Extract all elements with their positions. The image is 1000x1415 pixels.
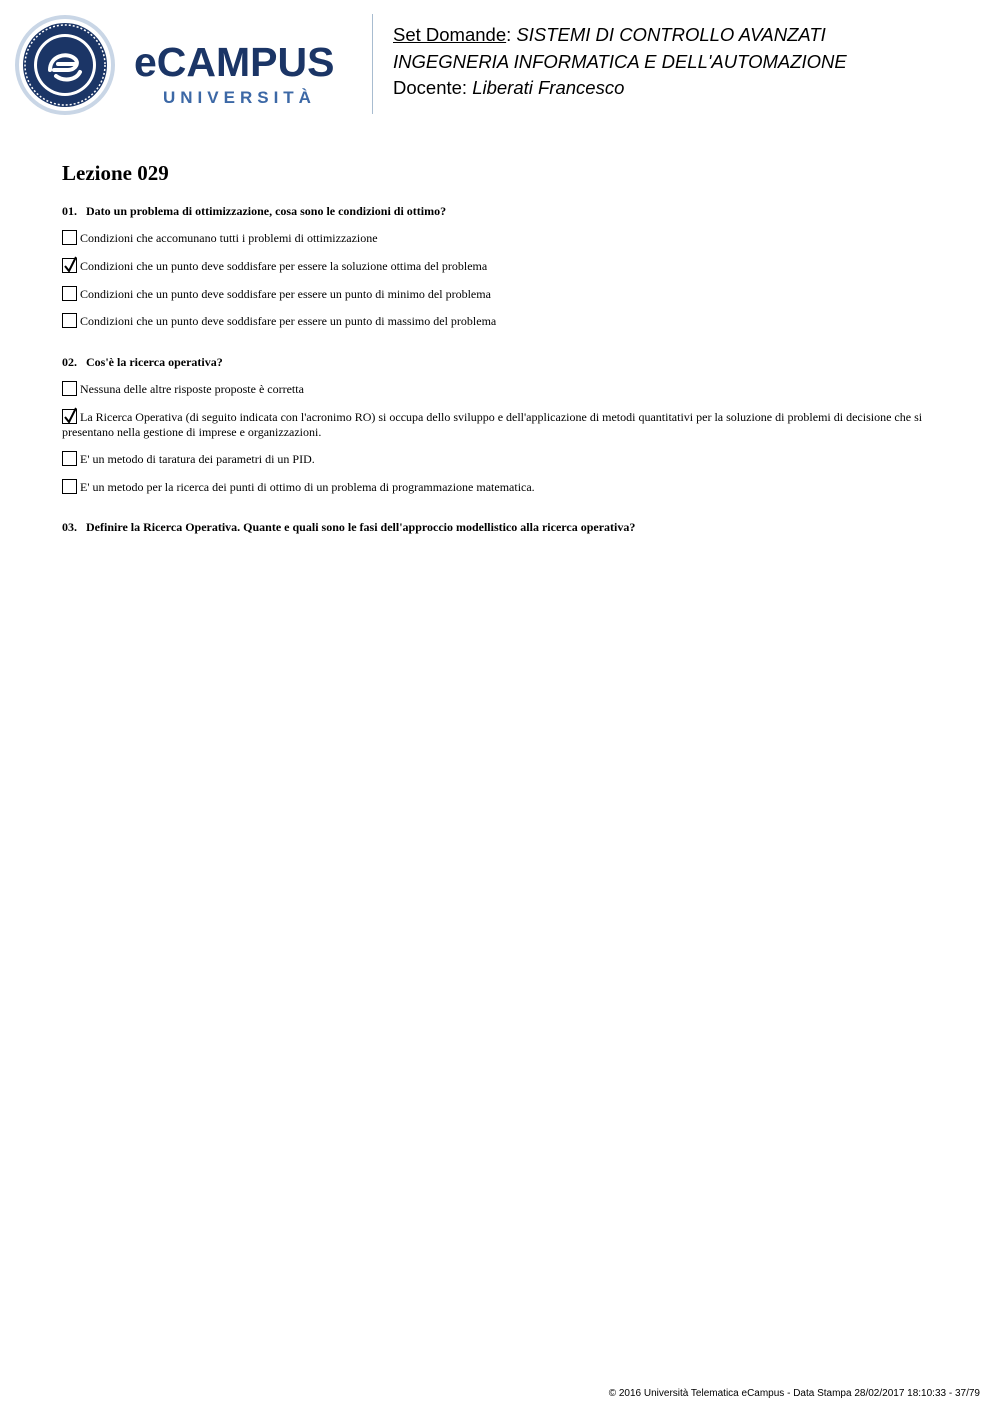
question-01 (62, 204, 942, 218)
answer-option (62, 313, 942, 329)
checkbox-unchecked[interactable] (62, 479, 77, 494)
page-footer: © 2016 Università Telematica eCampus - Data Stampa 28/02/2017 18:10:33 - 37/79 (608, 1388, 980, 1399)
answer-text: Nessuna delle altre risposte proposte è corretta (80, 382, 304, 396)
checkbox-checked[interactable] (62, 409, 77, 424)
answer-text: La Ricerca Operativa (di seguito indicata con l'acronimo RO) si occupa dello sviluppo e dell'applicazione di metodi quantitativi per la soluzione di problemi di decisione che si presentano nella gestione di imprese e organizzazioni. (62, 410, 923, 439)
question-number: 01. (62, 204, 77, 218)
answer-text: Condizioni che un punto deve soddisfare per essere un punto di massimo del problema (80, 314, 497, 328)
set-separator: : (506, 24, 512, 45)
teacher-line (393, 75, 847, 102)
header-divider (372, 14, 373, 114)
answer-option (62, 230, 942, 246)
checkmark-icon (63, 407, 78, 425)
question-03 (62, 520, 942, 534)
answer-option (62, 479, 942, 495)
answer-text: E' un metodo per la ricerca dei punti di ottimo di un problema di programmazione matematica. (80, 480, 535, 494)
answer-text: E' un metodo di taratura dei parametri di un PID. (80, 452, 315, 466)
answer-text: Condizioni che un punto deve soddisfare per essere la soluzione ottima del problema (80, 259, 488, 273)
answer-option (62, 409, 942, 440)
question-02 (62, 355, 942, 369)
answer-option (62, 381, 942, 397)
set-label: Set Domande (393, 24, 507, 45)
answer-text: Condizioni che un punto deve soddisfare per essere un punto di minimo del problema (80, 287, 491, 301)
course-name: SISTEMI DI CONTROLLO AVANZATI (516, 24, 826, 45)
checkbox-unchecked[interactable] (62, 381, 77, 396)
answer-option (62, 258, 942, 274)
checkbox-checked[interactable] (62, 258, 77, 273)
checkbox-unchecked[interactable] (62, 313, 77, 328)
teacher-name: Liberati Francesco (472, 77, 625, 98)
answer-option (62, 286, 942, 302)
answer-option (62, 451, 942, 467)
answer-text: Condizioni che accomunano tutti i problemi di ottimizzazione (80, 231, 378, 245)
course-info (393, 22, 847, 102)
lesson-title: Lezione 029 (62, 161, 169, 185)
question-text: Dato un problema di ottimizzazione, cosa sono le condizioni di ottimo? (86, 204, 447, 218)
checkmark-icon (63, 256, 78, 274)
checkbox-unchecked[interactable] (62, 286, 77, 301)
ecampus-seal-logo (14, 14, 116, 116)
page-header (0, 0, 1000, 130)
logo-subtitle: UNIVERSITÀ (163, 88, 316, 107)
course-line (393, 22, 847, 49)
checkbox-unchecked[interactable] (62, 451, 77, 466)
logo-wordmark: eCAMPUS (134, 39, 335, 85)
question-number: 02. (62, 355, 77, 369)
checkbox-unchecked[interactable] (62, 230, 77, 245)
teacher-label: Docente: (393, 77, 468, 98)
question-number: 03. (62, 520, 77, 534)
program-name: INGEGNERIA INFORMATICA E DELL'AUTOMAZIONE (393, 50, 847, 72)
question-text: Definire la Ricerca Operativa. Quante e quali sono le fasi dell'approccio modellistico alla ricerca operativa? (86, 520, 636, 534)
question-text: Cos'è la ricerca operativa? (86, 355, 223, 369)
